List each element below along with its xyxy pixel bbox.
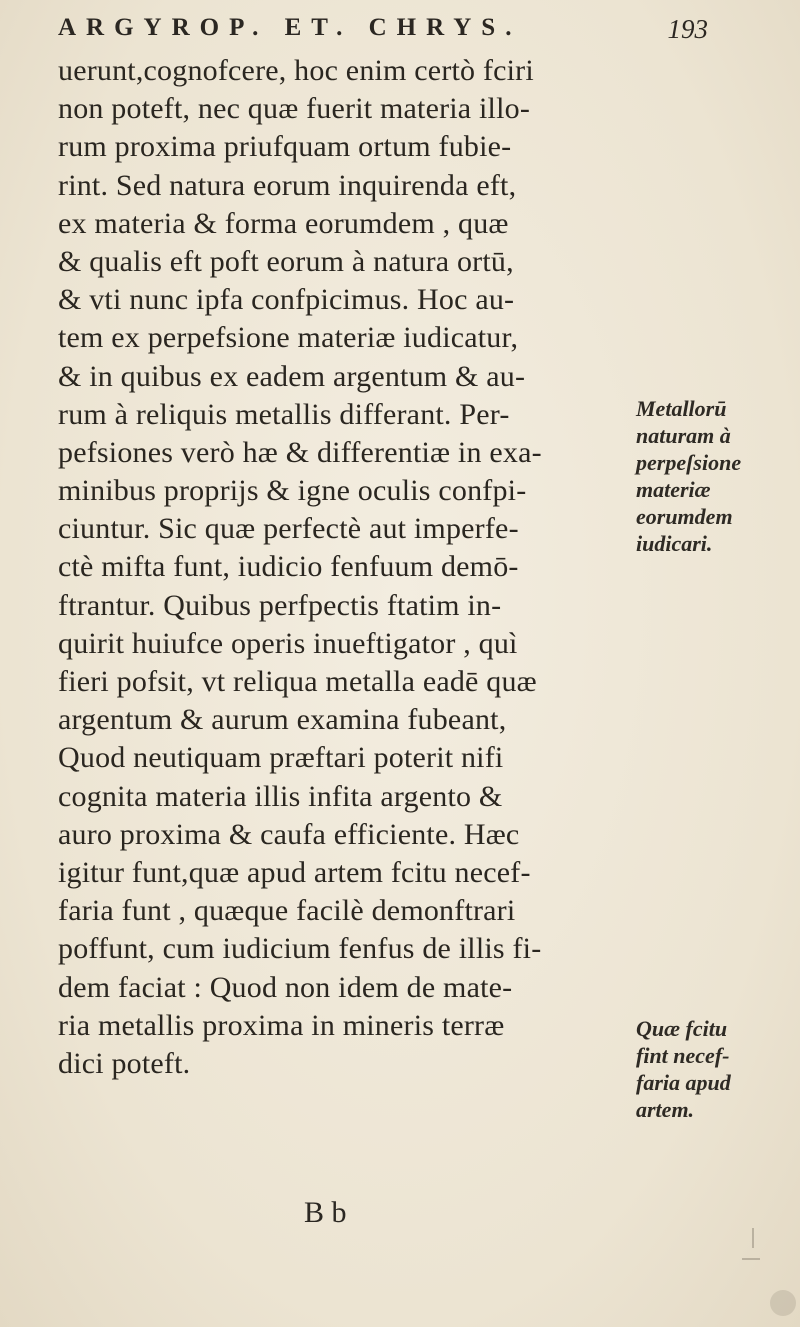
marginal-note-line: Quæ fcitu xyxy=(636,1016,728,1041)
text-line: Quod neutiquam præftari poterit nifi xyxy=(58,741,504,775)
text-line: igitur funt,quæ apud artem fcitu necef- xyxy=(58,855,531,889)
text-line: argentum & aurum examina fubeant, xyxy=(58,703,507,737)
text-line: pefsiones verò hæ & differentiæ in exa- xyxy=(58,435,542,469)
marginal-note-metals xyxy=(636,395,800,557)
text-line: rint. Sed natura eorum inquirenda eft, xyxy=(58,168,517,202)
marginal-note-line: eorumdem xyxy=(636,504,733,529)
text-line: minibus proprijs & igne oculis confpi- xyxy=(58,474,527,508)
paper-speck xyxy=(742,1258,760,1260)
running-head xyxy=(58,14,708,54)
text-line: & in quibus ex eadem argentum & au- xyxy=(58,359,526,393)
text-line: & vti nunc ipfa confpicimus. Hoc au- xyxy=(58,283,515,317)
text-line: auro proxima & caufa efficiente. Hæc xyxy=(58,817,520,851)
marginal-note-line: naturam à xyxy=(636,423,731,448)
text-line: tem ex perpefsione materiæ iudicatur, xyxy=(58,321,519,355)
page-number: 193 xyxy=(667,14,708,44)
text-line: rum proxima priufquam ortum fubie- xyxy=(58,130,512,164)
text-line: fieri pofsit, vt reliqua metalla eadē quæ xyxy=(58,665,537,698)
text-line: ex materia & forma eorumdem , quæ xyxy=(58,206,509,240)
paper-stain xyxy=(770,1290,796,1316)
marginal-note-line: faria apud xyxy=(636,1070,731,1095)
text-line: non poteft, nec quæ fuerit materia illo- xyxy=(58,92,531,126)
text-line: ftrantur. Quibus perfpectis ftatim in- xyxy=(58,588,502,622)
text-line: faria funt , quæque facilè demonftrari xyxy=(58,894,516,928)
marginal-note-line: fint necef- xyxy=(636,1043,730,1068)
running-title: ARGYROP. ET. CHRYS. xyxy=(58,14,522,41)
text-line: quirit huiufce operis inueftigator , quì xyxy=(58,626,518,660)
signature-mark: B b xyxy=(304,1196,347,1229)
text-line: poffunt, cum iudicium fenfus de illis fi- xyxy=(58,932,542,966)
text-line: & qualis eft poft eorum à natura ortū, xyxy=(58,244,514,278)
text-line: ciuntur. Sic quæ perfectè aut imperfe- xyxy=(58,512,519,546)
text-line: dem faciat : Quod non idem de mate- xyxy=(58,970,513,1004)
text-line: rum à reliquis metallis differant. Per- xyxy=(58,397,510,431)
text-line: dici poteft. xyxy=(58,1046,191,1080)
text-line: cognita materia illis infita argento & xyxy=(58,779,503,813)
marginal-note-knowledge xyxy=(636,1015,800,1123)
marginal-note-line: materiæ xyxy=(636,477,711,502)
marginal-note-line: artem. xyxy=(636,1097,695,1122)
paper-speck xyxy=(752,1228,754,1248)
text-line: uerunt,cognofcere, hoc enim certò fciri xyxy=(58,54,534,87)
marginal-note-line: iudicari. xyxy=(636,531,713,556)
marginal-note-line: Metallorū xyxy=(636,396,727,421)
main-text-block xyxy=(58,52,638,1083)
text-line: ria metallis proxima in mineris terræ xyxy=(58,1008,505,1042)
text-line: ctè mifta funt, iudicio fenfuum demō- xyxy=(58,550,519,584)
marginal-note-line: perpeſsione xyxy=(636,450,742,475)
